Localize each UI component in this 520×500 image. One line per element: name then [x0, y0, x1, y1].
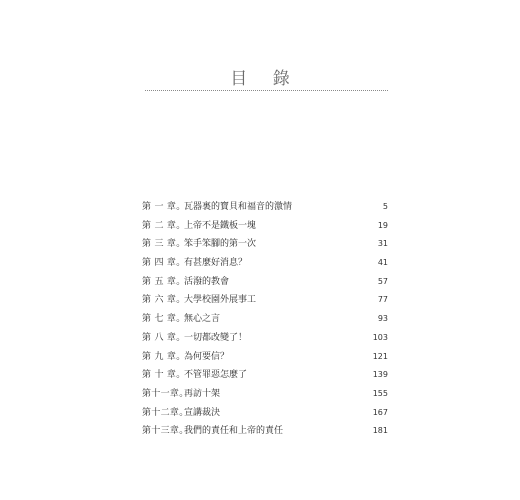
page-title: 目 錄 [230, 69, 300, 89]
chapter-number: 第十三章。 [142, 426, 189, 437]
page-number: 19 [377, 220, 388, 230]
page-number: 41 [377, 258, 388, 268]
toc-entry[interactable] [142, 366, 388, 385]
page-number: 139 [372, 370, 388, 380]
chapter-title: 一切都改變了！ [184, 332, 248, 343]
page-number: 5 [382, 202, 388, 211]
toc-entry[interactable] [142, 235, 388, 254]
toc-entry[interactable] [142, 217, 388, 236]
page-number: 31 [377, 239, 388, 249]
chapter-title: 無心之言 [184, 314, 221, 325]
chapter-number: 第十一章。 [142, 388, 189, 399]
page-number: 121 [372, 351, 388, 361]
page-number: 181 [372, 426, 388, 436]
chapter-title: 大學校園外展事工 [184, 295, 257, 306]
title-divider [145, 90, 388, 91]
page-number: 77 [377, 295, 388, 305]
toc-entry[interactable] [142, 291, 388, 310]
chapter-number: 第 五 章。 [142, 276, 186, 287]
table-of-contents [142, 198, 388, 441]
page-number: 155 [372, 388, 388, 398]
toc-entry[interactable] [142, 404, 388, 423]
chapter-number: 第 六 章。 [142, 295, 186, 306]
chapter-title: 笨手笨腳的第一次 [184, 239, 257, 250]
toc-entry[interactable] [142, 385, 388, 404]
chapter-number: 第 七 章。 [142, 314, 186, 325]
chapter-title: 不管罪惡怎麼了 [184, 370, 248, 381]
chapter-title: 宣講裁決 [184, 407, 221, 418]
chapter-number: 第 九 章。 [142, 351, 186, 362]
chapter-number: 第 三 章。 [142, 239, 186, 250]
chapter-number: 第十二章。 [142, 407, 189, 418]
chapter-number: 第 十 章。 [142, 370, 186, 381]
chapter-title: 為何要信？ [184, 351, 230, 362]
toc-entry[interactable] [142, 254, 388, 273]
chapter-title: 我們的責任和上帝的責任 [184, 426, 284, 437]
toc-entry[interactable] [142, 273, 388, 292]
page-number: 57 [377, 276, 388, 286]
toc-entry[interactable] [142, 422, 388, 441]
toc-entry[interactable] [142, 348, 388, 367]
chapter-title: 上帝不是鐵板一塊 [184, 220, 257, 231]
chapter-number: 第 二 章。 [142, 220, 186, 231]
page-number: 167 [372, 407, 388, 417]
chapter-title: 活潑的教會 [184, 276, 230, 287]
chapter-number: 第 八 章。 [142, 332, 186, 343]
page-number: 103 [372, 332, 388, 342]
chapter-title: 有甚麼好消息？ [184, 258, 248, 269]
chapter-number: 第 一 章。 [142, 202, 186, 212]
toc-entry[interactable] [142, 329, 388, 348]
page-number: 93 [377, 314, 388, 324]
chapter-title: 瓦器裏的寶貝和福音的激情 [184, 202, 293, 212]
chapter-number: 第 四 章。 [142, 258, 186, 269]
toc-entry[interactable] [142, 310, 388, 329]
toc-entry[interactable] [142, 198, 388, 217]
chapter-title: 再訪十架 [184, 388, 221, 399]
